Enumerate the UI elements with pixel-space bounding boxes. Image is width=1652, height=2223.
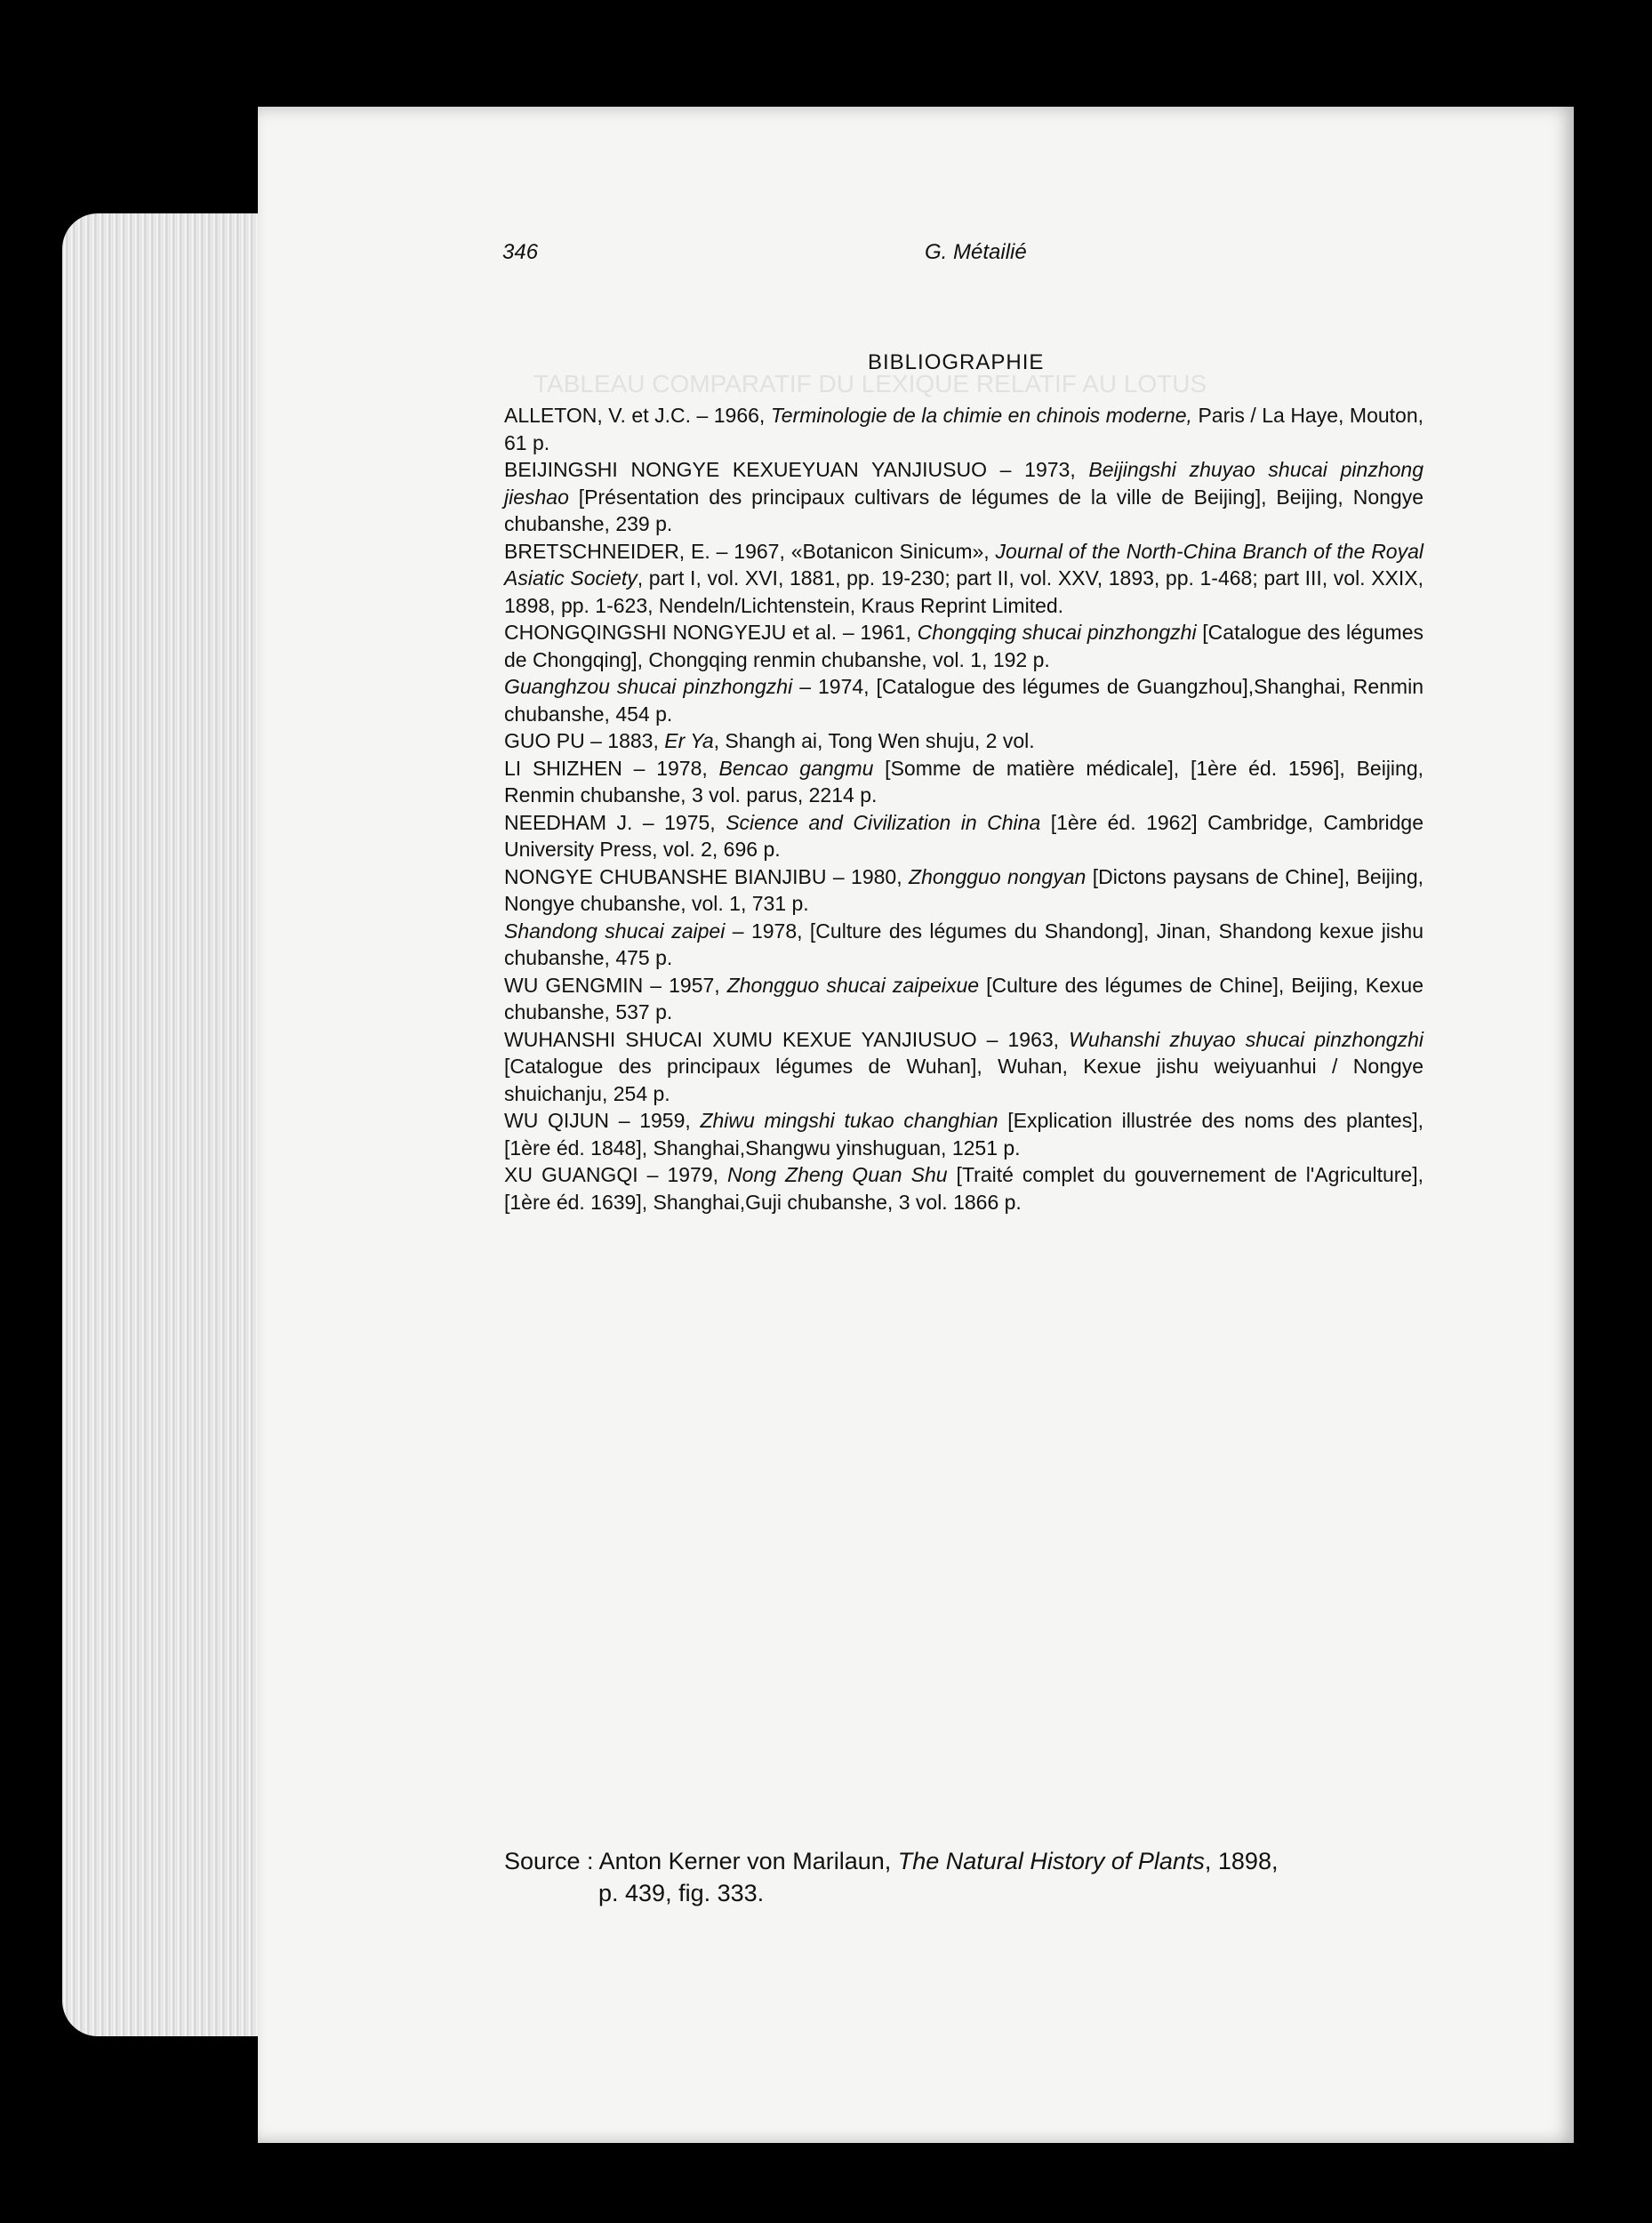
reference-entry: BRETSCHNEIDER, E. – 1967, «Botanicon Sinicum», Journal of the North-China Branch of the Royal Asiatic Society, part I, vol. XVI, 1881, pp. 19-230; part II, vol. XXV, 1893, pp. 1-468; part III, vol. XXIX, 1898, pp. 1-623, Nendeln/Lichtenstein, Kraus Reprint Limited. xyxy=(504,539,1423,617)
reference-entry: GUO PU – 1883, Er Ya, Shangh ai, Tong Wen shuju, 2 vol. xyxy=(504,729,1035,752)
reference-entry: LI SHIZHEN – 1978, Bencao gangmu [Somme de matière médicale], [1ère éd. 1596], Beijing, Renmin chubanshe, 3 vol. parus, 2214 p. xyxy=(504,756,1424,807)
source-note: Source : Anton Kerner von Marilaun, The Natural History of Plants, 1898, p. 439, fig. 333. xyxy=(504,1848,1279,1906)
reference-entry: NONGYE CHUBANSHE BIANJIBU – 1980, Zhongguo nongyan [Dictons paysans de Chine], Beijing, Nongye chubanshe, vol. 1, 731 p. xyxy=(504,864,1424,915)
bibliography-heading: BIBLIOGRAPHIE xyxy=(868,350,1045,374)
reference-entry: Guanghzou shucai pinzhongzhi – 1974, [Catalogue des légumes de Guangzhou],Shanghai, Renmin chubanshe, 454 p. xyxy=(504,675,1423,726)
reference-list xyxy=(504,402,1423,1216)
reference-entry: WUHANSHI SHUCAI XUMU KEXUE YANJIUSUO – 1963, Wuhanshi zhuyao shucai pinzhongzhi [Catalogue des principaux légumes de Wuhan], Wuhan, Kexue jishu weiyuanhui / Nongye shuichanju, 254 p. xyxy=(504,1027,1424,1105)
reference-entry: WU QIJUN – 1959, Zhiwu mingshi tukao changhian [Explication illustrée des noms des plantes], [1ère éd. 1848], Shanghai,Shangwu yinshuguan, 1251 p. xyxy=(504,1109,1423,1160)
reference-entry: WU GENGMIN – 1957, Zhongguo shucai zaipeixue [Culture des légumes de Chine], Beijing, Kexue chubanshe, 537 p. xyxy=(504,973,1423,1023)
reference-entry: CHONGQINGSHI NONGYEJU et al. – 1961, Chongqing shucai pinzhongzhi [Catalogue des légumes de Chongqing], Chongqing renmin chubanshe, vol. 1, 192 p. xyxy=(504,621,1423,671)
page-edges xyxy=(62,213,285,2036)
running-head: G. Métailié xyxy=(925,240,1027,264)
show-through-text: TABLEAU COMPARATIF DU LEXIQUE RELATIF AU LOTUS xyxy=(533,370,1207,397)
reference-entry: Shandong shucai zaipei – 1978, [Culture des légumes du Shandong], Jinan, Shandong kexue jishu chubanshe, 475 p. xyxy=(504,919,1423,969)
reference-entry: BEIJINGSHI NONGYE KEXUEYUAN YANJIUSUO – 1973, Beijingshi zhuyao shucai pinzhong jieshao [Présentation des principaux cultivars de légumes de la ville de Beijing], Beijing, Nongye chubanshe, 239 p. xyxy=(504,458,1423,535)
reference-entry: NEEDHAM J. – 1975, Science and Civilization in China [1ère éd. 1962] Cambridge, Cambridge University Press, vol. 2, 696 p. xyxy=(504,810,1423,861)
reference-entry: XU GUANGQI – 1979, Nong Zheng Quan Shu [Traité complet du gouvernement de l'Agriculture], [1ère éd. 1639], Shanghai,Guji chubanshe, 3 vol. 1866 p. xyxy=(504,1163,1423,1214)
reference-entry: ALLETON, V. et J.C. – 1966, Terminologie de la chimie en chinois moderne, Paris / La Haye, Mouton, 61 p. xyxy=(504,404,1424,454)
page-number: 346 xyxy=(502,240,539,264)
